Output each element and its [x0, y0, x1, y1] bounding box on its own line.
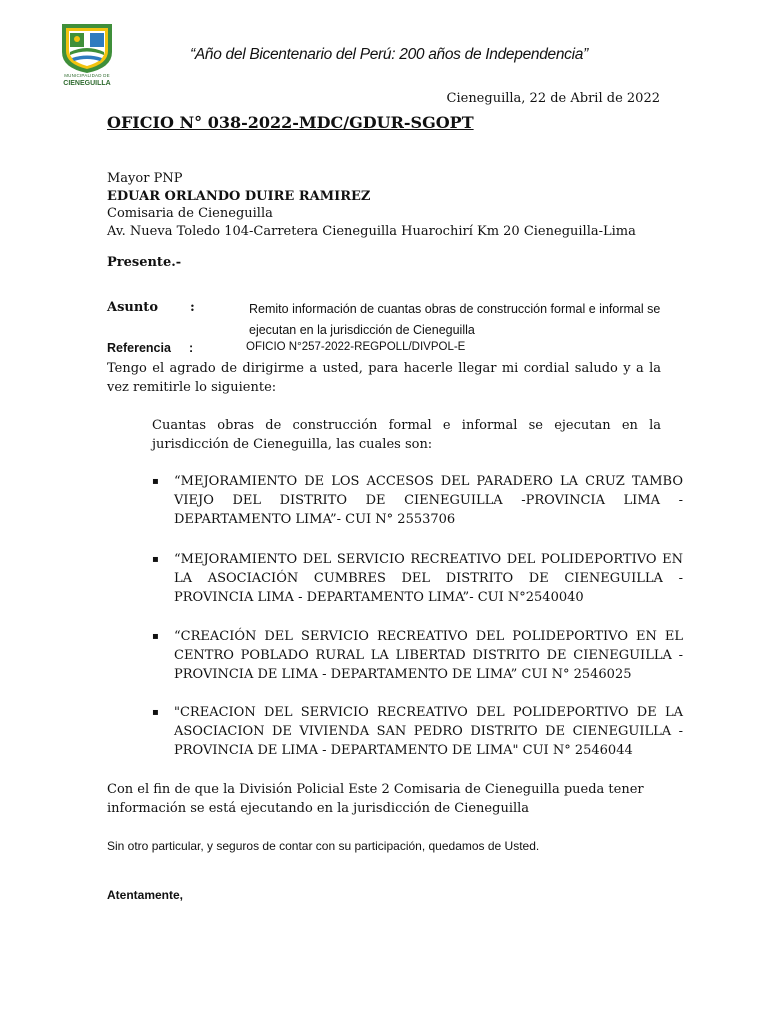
referencia-colon: :: [189, 341, 194, 355]
bullet-icon: ▪: [152, 631, 159, 642]
bullet-icon: ▪: [152, 554, 159, 565]
recipient-office: Comisaria de Cieneguilla: [107, 206, 273, 221]
work-item-text: "CREACION DEL SERVICIO RECREATIVO DEL POLIDEPORTIVO DE LA ASOCIACION DE VIVIENDA SAN PEDRO DISTRITO DE CIENEGUILLA - PROVINCIA DE LIMA - DEPARTAMENTO DE LIMA" CUI N° 2546044: [174, 705, 683, 758]
presente-salutation: Presente.-: [107, 255, 182, 270]
asunto-colon: :: [190, 300, 195, 315]
bullet-icon: ▪: [152, 707, 159, 718]
list-item: [152, 703, 683, 760]
recipient-name: EDUAR ORLANDO DUIRE RAMIREZ: [107, 188, 371, 204]
logo-caption-small: MUNICIPALIDAD DE: [64, 73, 110, 78]
recipient-block: [107, 170, 636, 240]
list-item: [152, 550, 683, 607]
asunto-label: Asunto: [107, 300, 158, 315]
list-item: [152, 627, 683, 684]
list-item: [152, 472, 683, 529]
asunto-text: Remito información de cuantas obras de construcción formal e informal se ejecutan en la jurisdicción de Cieneguilla: [249, 302, 661, 337]
cieneguilla-shield-icon: [58, 22, 116, 74]
works-lead-paragraph: Cuantas obras de construcción formal e informal se ejecutan en la jurisdicción de Cieneguilla, las cuales son:: [152, 418, 661, 452]
intro-paragraph: Tengo el agrado de dirigirme a usted, para hacerle llegar mi cordial saludo y a la vez remitirle lo siguiente:: [107, 361, 661, 395]
logo-caption-name: CIENEGUILLA: [63, 80, 111, 87]
farewell-line: Sin otro particular, y seguros de contar con su participación, quedamos de Usted.: [107, 839, 540, 853]
signoff: Atentamente,: [107, 888, 184, 902]
referencia-label: Referencia: [107, 341, 171, 355]
logo-caption: [46, 72, 128, 88]
recipient-address: Av. Nueva Toledo 104-Carretera Cieneguilla Huarochirí Km 20 Cieneguilla-Lima: [107, 223, 636, 239]
bullet-icon: ▪: [152, 476, 159, 487]
referencia-text: OFICIO N°257-2022-REGPOLL/DIVPOL-E: [246, 341, 466, 353]
document-date: Cieneguilla, 22 de Abril de 2022: [446, 91, 660, 106]
closing-paragraph: Con el fin de que la División Policial Este 2 Comisaria de Cieneguilla pueda tener información se está ejecutando en la jurisdicción de Cieneguilla: [107, 782, 644, 816]
work-item-text: “CREACIÓN DEL SERVICIO RECREATIVO DEL POLIDEPORTIVO EN EL CENTRO POBLADO RURAL LA LIBERTAD DISTRITO DE CIENEGUILLA - PROVINCIA DE LIMA - DEPARTAMENTO DE LIMA” CUI N° 2546025: [174, 629, 683, 682]
year-motto: “Año del Bicentenario del Perú: 200 años de Independencia”: [190, 46, 588, 63]
work-item-text: “MEJORAMIENTO DE LOS ACCESOS DEL PARADERO LA CRUZ TAMBO VIEJO DEL DISTRITO DE CIENEGUILLA -PROVINCIA LIMA - DEPARTAMENTO LIMA”- CUI N° 2553706: [174, 474, 683, 527]
work-item-text: “MEJORAMIENTO DEL SERVICIO RECREATIVO DEL POLIDEPORTIVO EN LA ASOCIACIÓN CUMBRES DEL DISTRITO DE CIENEGUILLA - PROVINCIA LIMA - DEPARTAMENTO LIMA”- CUI N°2540040: [174, 552, 683, 605]
recipient-rank: Mayor PNP: [107, 171, 183, 186]
oficio-number: OFICIO N° 038-2022-MDC/GDUR-SGOPT: [107, 113, 474, 132]
